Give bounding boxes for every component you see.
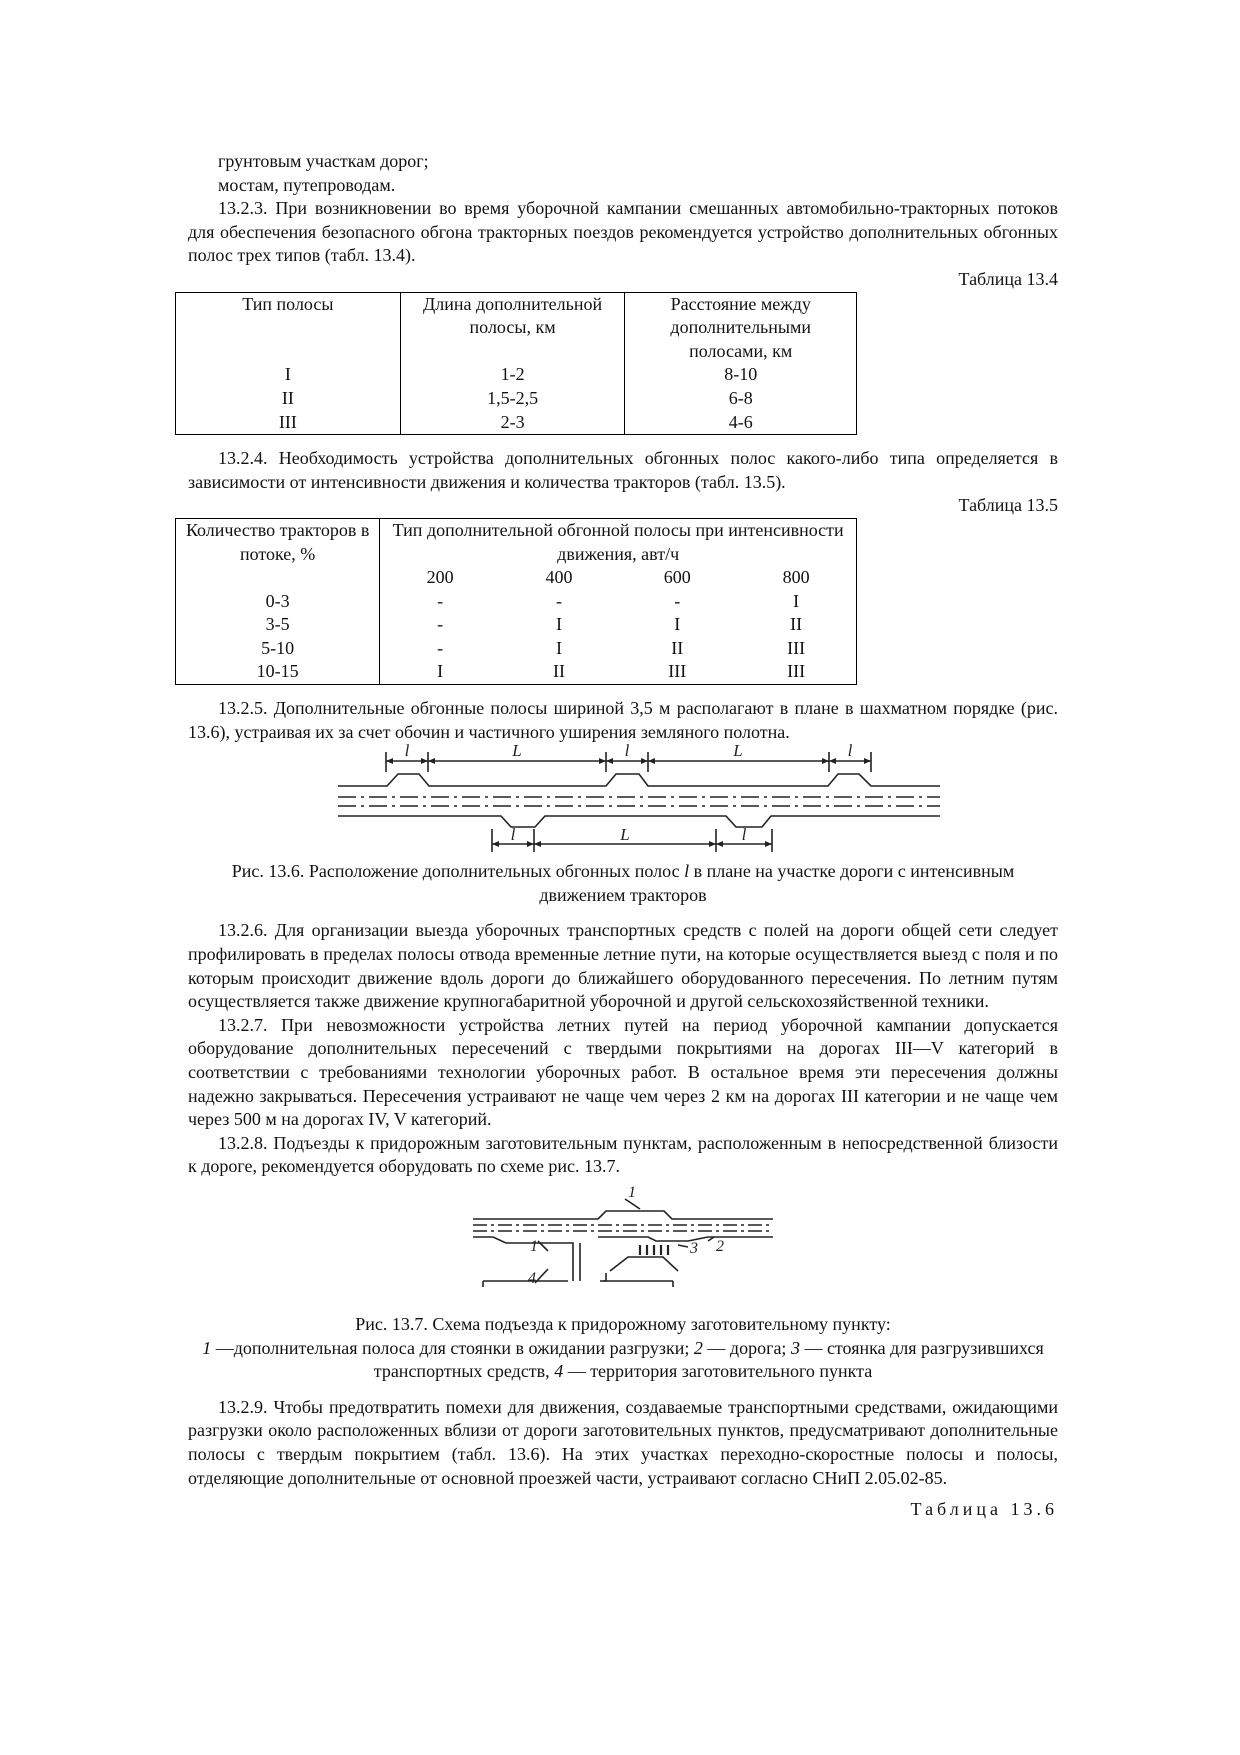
table-cell: - [437, 590, 444, 611]
table-cell: 6-8 [625, 387, 857, 411]
table-cell: 4-6 [625, 411, 857, 435]
paragraph-13-2-4: 13.2.4. Необходимость устройства дополнительных обгонных полос какого-либо типа определяется в зависимости от интенсивности движения и количества тракторов (табл. 13.5). [188, 448, 1058, 492]
table-cell: 8-10 [625, 363, 857, 387]
table-cell: I [674, 614, 681, 635]
figure-13-6-caption: Рис. 13.6. Расположение дополнительных обгонных полос l в плане на участке дороги с интенсивным движением тракторов [231, 861, 1015, 905]
table-cell: II [553, 661, 566, 682]
table-header-cell: 200 [426, 567, 454, 588]
table-cell: 1-2 [400, 363, 625, 387]
table-cell: I [176, 363, 401, 387]
table-cell: 10-15 [176, 660, 380, 684]
table-13-4 [175, 292, 857, 436]
paragraph-13-2-5: 13.2.5. Дополнительные обгонные полосы шириной 3,5 м располагают в плане в шахматном порядке (рис. 13.6), устраивая их за счет обочин и частичного уширения земляного полотна. [188, 698, 1058, 742]
table-cell: - [556, 590, 563, 611]
table-cell: - [674, 590, 681, 611]
table-cell: 0-3 [176, 590, 380, 614]
table-cell: I [556, 614, 563, 635]
dimension-label: L [733, 744, 743, 761]
table-header-cell: Тип дополнительной обгонной полосы при интенсивности движения, авт/ч [392, 519, 844, 564]
figure-13-7-caption-legend: 1 —дополнительная полоса для стоянки в ожидании разгрузки; 2 — дорога; 3 — стоянка для разгрузившихся транспортных средств, 4 — территория заготовительного пункта [202, 1337, 1044, 1382]
dimension-label: l [510, 825, 516, 845]
table-cell: - [437, 614, 444, 635]
figure-13-7 [188, 1179, 1058, 1313]
table-13-6-caption: Таблица 13.6 [910, 1499, 1058, 1520]
dimension-label: l [741, 825, 747, 845]
dimension-label: l [847, 744, 853, 761]
table-header-cell: 600 [663, 567, 691, 588]
paragraph-13-2-6: 13.2.6. Для организации выезда уборочных транспортных средств с полей на дороги общей сети следует профилировать в пределах полосы отвода временные летние пути, на которые осуществляется выезд с поля и по которым происходит движение вдоль дороги до ближайшего оборудованного пересечения. По летним путям осуществляется также движение крупногабаритной уборочной и другой сельскохозяйственной техники. [188, 920, 1058, 1012]
page-content [185, 150, 1058, 1522]
figure-13-6-drawing [188, 744, 1058, 860]
dimension-label: L [512, 744, 522, 761]
table-header-cell: Количество тракторов в потоке, % [176, 518, 380, 589]
table-cell: II [671, 637, 684, 658]
paragraph-13-2-7: 13.2.7. При невозможности устройства летних путей на период уборочной кампании допускается оборудование дополнительных пересечений с твердыми покрытиями на дорогах III—V категорий в соответствии с требованиями технологии уборочных работ. В остальное время эти пересечения должны надежно закрываться. Пересечения устраивают не чаще чем через 2 км на дорогах III категории и не чаще чем через 500 м на дорогах IV, V категорий. [188, 1014, 1058, 1130]
table-cell: 1,5-2,5 [400, 387, 625, 411]
table-cell: - [437, 637, 444, 658]
table-cell: III [668, 661, 687, 682]
paragraph: мостам, путепроводам. [218, 174, 396, 195]
paragraph: грунтовым участкам дорог; [218, 151, 429, 171]
table-cell: II [790, 614, 803, 635]
dimension-label: L [620, 825, 630, 845]
dimension-label: l [404, 744, 410, 761]
figure-label: 1 [530, 1237, 538, 1255]
figure-13-7-caption-title: Рис. 13.7. Схема подъезда к придорожному заготовительному пункту: [355, 1313, 891, 1334]
dimension-label: l [624, 744, 630, 761]
figure-label: 2 [716, 1237, 724, 1255]
table-cell: III [176, 411, 401, 435]
table-cell: III [787, 661, 806, 682]
table-header-cell: 400 [545, 567, 573, 588]
paragraph-13-2-3: 13.2.3. При возникновении во время уборочной кампании смешанных автомобильно-тракторных потоков для обеспечения безопасного обгона тракторных поездов рекомендуется устройство дополнительных обгонных полос трех типов (табл. 13.4). [188, 198, 1058, 266]
table-cell: I [437, 661, 444, 682]
figure-label: 1 [628, 1183, 636, 1201]
figure-13-6 [188, 744, 1058, 860]
figure-13-7-drawing [188, 1179, 1058, 1313]
table-13-4-caption: Таблица 13.4 [958, 268, 1058, 289]
table-header-cell: 800 [782, 567, 810, 588]
table-cell: I [793, 590, 800, 611]
table-cell: I [556, 637, 563, 658]
figure-label: 4 [528, 1269, 536, 1287]
table-13-5 [175, 518, 857, 685]
paragraph-13-2-9: 13.2.9. Чтобы предотвратить помехи для движения, создаваемые транспортными средствами, ожидающими разгрузки около расположенных вблизи от дороги заготовительных пунктов, предусматривают дополнительные полосы с твердым покрытием (табл. 13.6). На этих участках переходно-скоростные полосы и полосы, отделяющие дополнительные от основной проезжей части, устраивают согласно СНиП 2.05.02-85. [188, 1396, 1058, 1488]
table-cell: III [787, 637, 806, 658]
table-cell: 2-3 [400, 411, 625, 435]
figure-label: 3 [690, 1239, 698, 1257]
table-cell: 5-10 [176, 637, 380, 661]
table-header-cell: Тип полосы [176, 292, 401, 363]
table-header-cell: Длина дополнительной полосы, км [400, 292, 625, 363]
table-cell: 3-5 [176, 613, 380, 637]
table-header-cell: Расстояние между дополнительными полосами, км [625, 292, 857, 363]
table-13-5-caption: Таблица 13.5 [958, 495, 1058, 516]
table-cell: II [176, 387, 401, 411]
paragraph-13-2-8: 13.2.8. Подъезды к придорожным заготовительным пунктам, расположенным в непосредственной близости к дороге, рекомендуется оборудовать по схеме рис. 13.7. [188, 1132, 1058, 1177]
